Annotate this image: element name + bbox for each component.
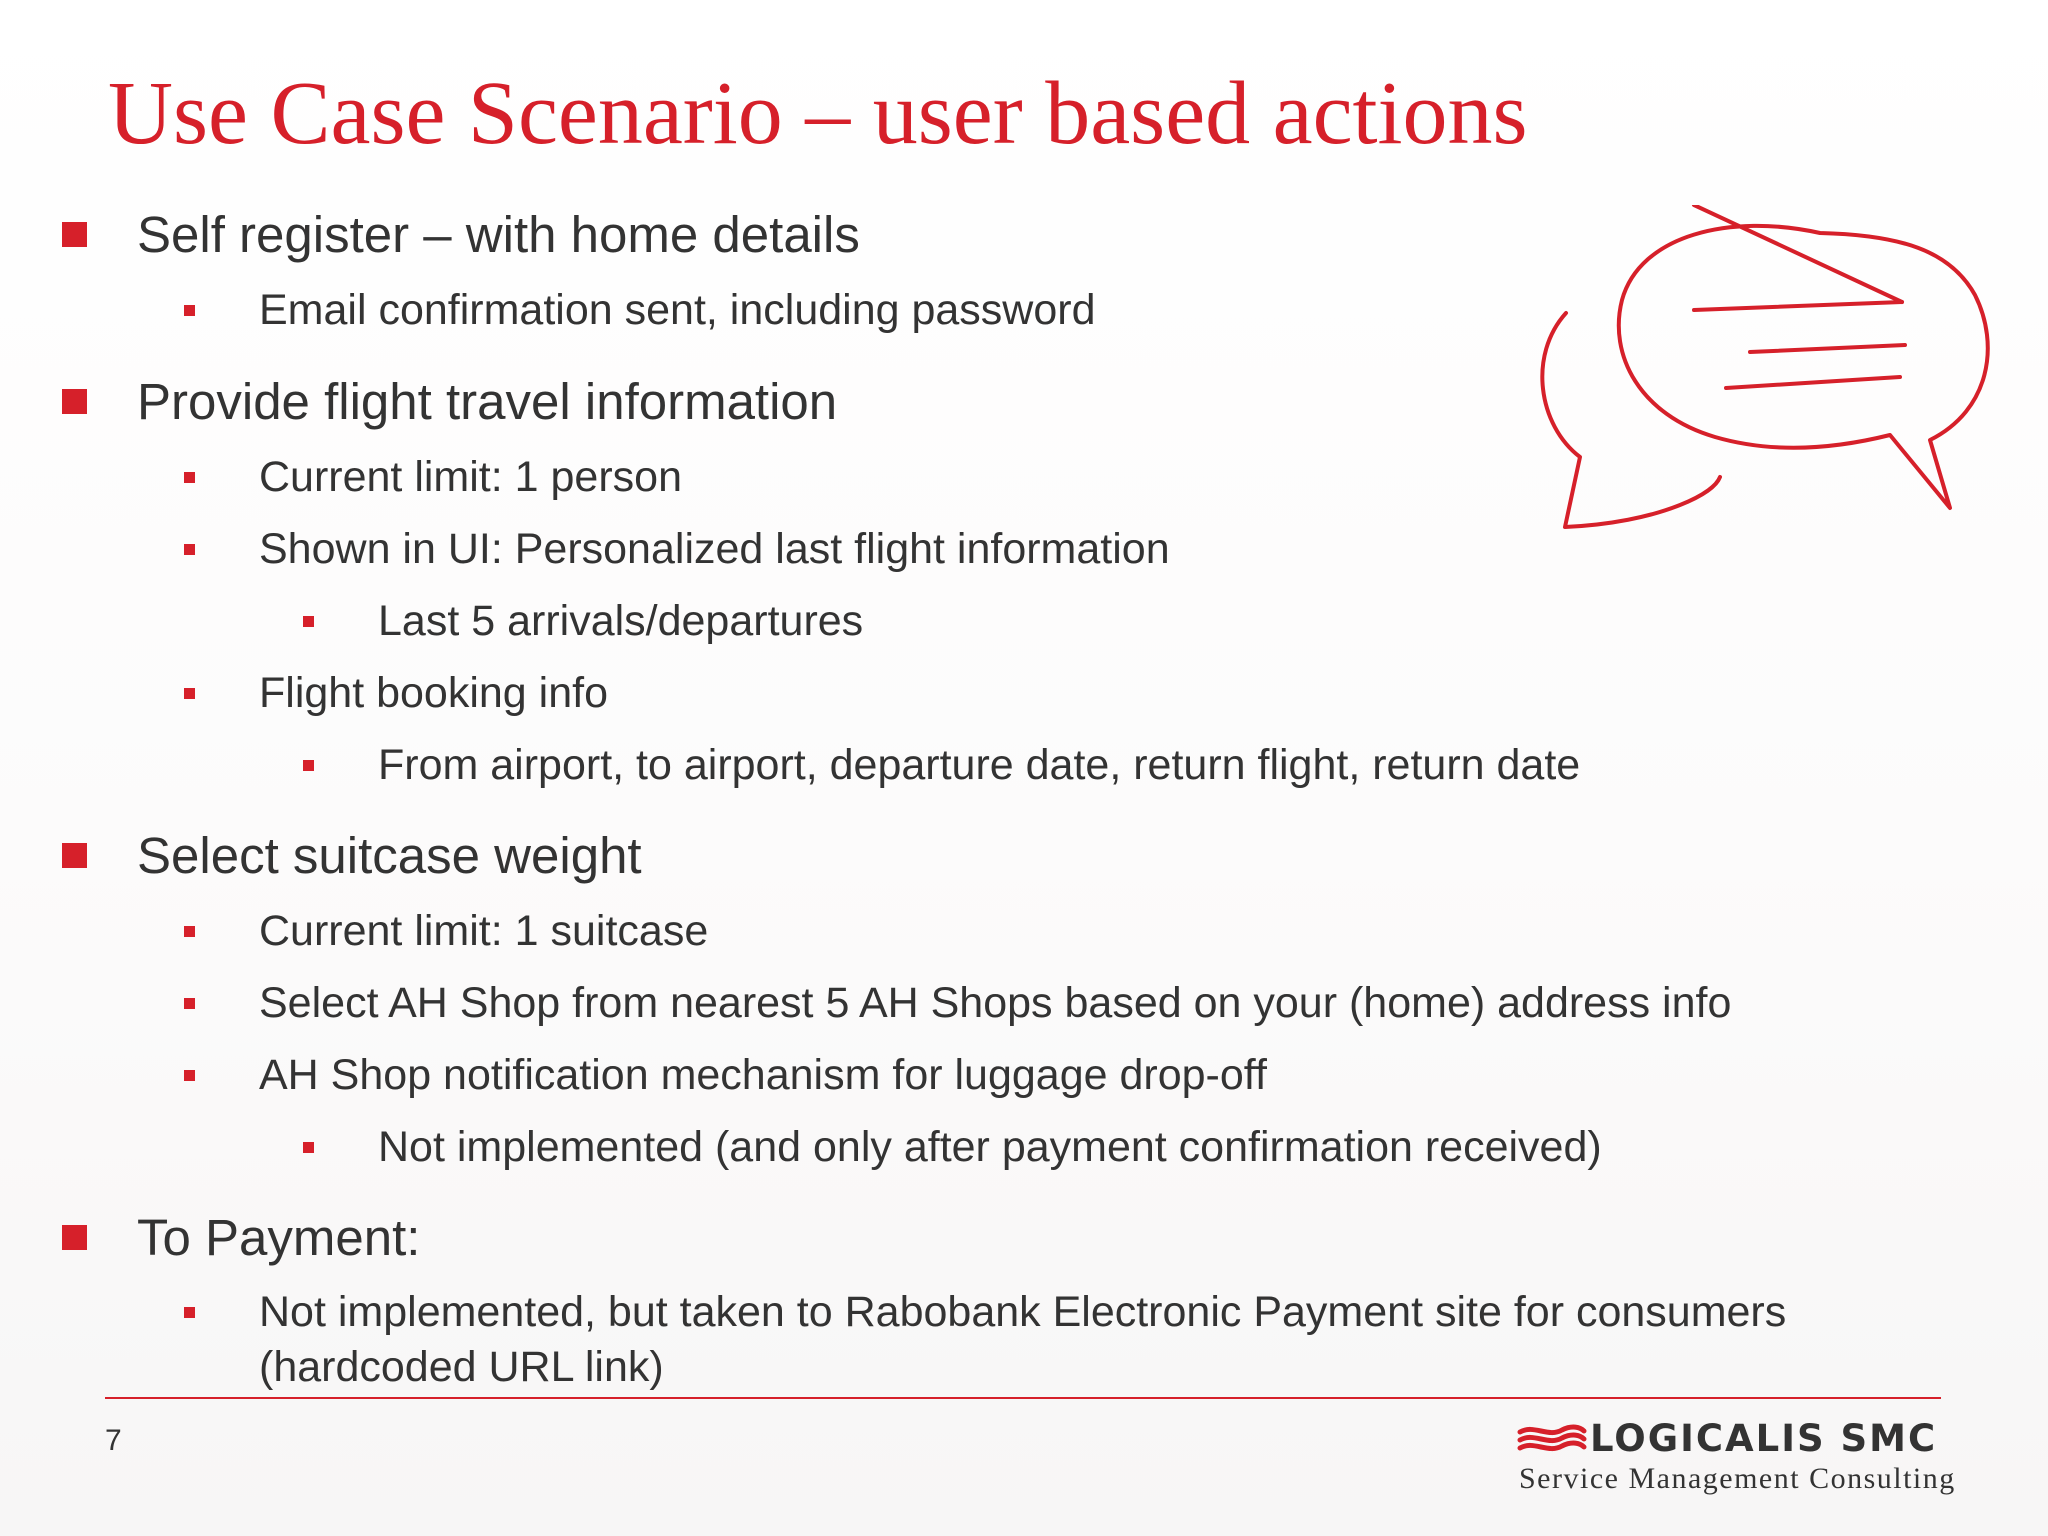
small-bubble-outline xyxy=(1542,313,1720,527)
logicalis-swirl-icon xyxy=(1516,1422,1588,1456)
footer-divider xyxy=(105,1397,1941,1399)
small-square-bullet-icon xyxy=(303,760,314,771)
sub-sub-bullet-item xyxy=(378,1121,1602,1173)
small-square-bullet-icon xyxy=(184,998,195,1009)
bullet-text: AH Shop notification mechanism for luggage drop-off xyxy=(259,1051,1267,1099)
small-square-bullet-icon xyxy=(184,1070,195,1081)
square-bullet-icon xyxy=(62,222,87,247)
sub-bullet-item xyxy=(259,1286,1786,1338)
sub-bullet-item xyxy=(259,977,1731,1029)
small-square-bullet-icon xyxy=(184,1307,195,1318)
square-bullet-icon xyxy=(62,843,87,868)
speech-bubbles-icon xyxy=(1530,205,2000,545)
bullet-item xyxy=(137,826,642,886)
sub-bullet-item xyxy=(259,523,1170,575)
bullet-item xyxy=(137,372,837,432)
text-line-3-path xyxy=(1726,377,1900,388)
small-square-bullet-icon xyxy=(184,472,195,483)
company-logo xyxy=(1516,1417,1956,1495)
text-line-1-path xyxy=(1694,302,1902,310)
bullet-text: Current limit: 1 person xyxy=(259,453,682,501)
small-square-bullet-icon xyxy=(184,544,195,555)
bullet-text: From airport, to airport, departure date, return flight, return date xyxy=(378,741,1581,789)
slide-title: Use Case Scenario – user based actions xyxy=(108,64,1528,163)
sub-bullet-item xyxy=(259,1049,1267,1101)
bullet-text: Select suitcase weight xyxy=(137,827,642,884)
sub-bullet-item xyxy=(259,667,608,719)
bullet-text: Last 5 arrivals/departures xyxy=(378,597,864,645)
bullet-text: Flight booking info xyxy=(259,669,608,717)
bullet-text: Not implemented, but taken to Rabobank Electronic Payment site for consumers xyxy=(259,1288,1787,1336)
logo-wordmark: LOGICALIS SMC xyxy=(1590,1417,1938,1460)
bullet-text: Email confirmation sent, including password xyxy=(259,286,1096,334)
bullet-item xyxy=(137,1208,420,1268)
bullet-text: To Payment: xyxy=(137,1209,421,1266)
square-bullet-icon xyxy=(62,389,87,414)
large-bubble-outline xyxy=(1619,226,1988,508)
small-square-bullet-icon xyxy=(303,616,314,627)
sub-bullet-item xyxy=(259,905,708,957)
bullet-text: Shown in UI: Personalized last flight information xyxy=(259,525,1170,573)
small-square-bullet-icon xyxy=(303,1142,314,1153)
sub-bullet-item xyxy=(259,451,682,503)
bullet-text: Not implemented (and only after payment confirmation received) xyxy=(378,1123,1602,1171)
bullet-text: Provide flight travel information xyxy=(137,373,838,430)
bullet-text: Self register – with home details xyxy=(137,206,860,263)
text-line-2-path xyxy=(1750,345,1905,352)
logo-tagline: Service Management Consulting xyxy=(1519,1462,1956,1495)
bullet-text: Current limit: 1 suitcase xyxy=(259,907,709,955)
sub-bullet-item xyxy=(259,284,1096,336)
bullet-item xyxy=(137,205,860,265)
small-square-bullet-icon xyxy=(184,305,195,316)
page-number: 7 xyxy=(105,1424,122,1457)
sub-sub-bullet-item xyxy=(378,739,1580,791)
text-line-1 xyxy=(1694,205,1902,302)
bullet-text: Select AH Shop from nearest 5 AH Shops based on your (home) address info xyxy=(259,979,1732,1027)
small-square-bullet-icon xyxy=(184,688,195,699)
square-bullet-icon xyxy=(62,1225,87,1250)
sub-sub-bullet-item xyxy=(378,595,863,647)
bullet-text: (hardcoded URL link) xyxy=(259,1343,664,1391)
bullet-continuation xyxy=(259,1341,664,1393)
small-square-bullet-icon xyxy=(184,926,195,937)
